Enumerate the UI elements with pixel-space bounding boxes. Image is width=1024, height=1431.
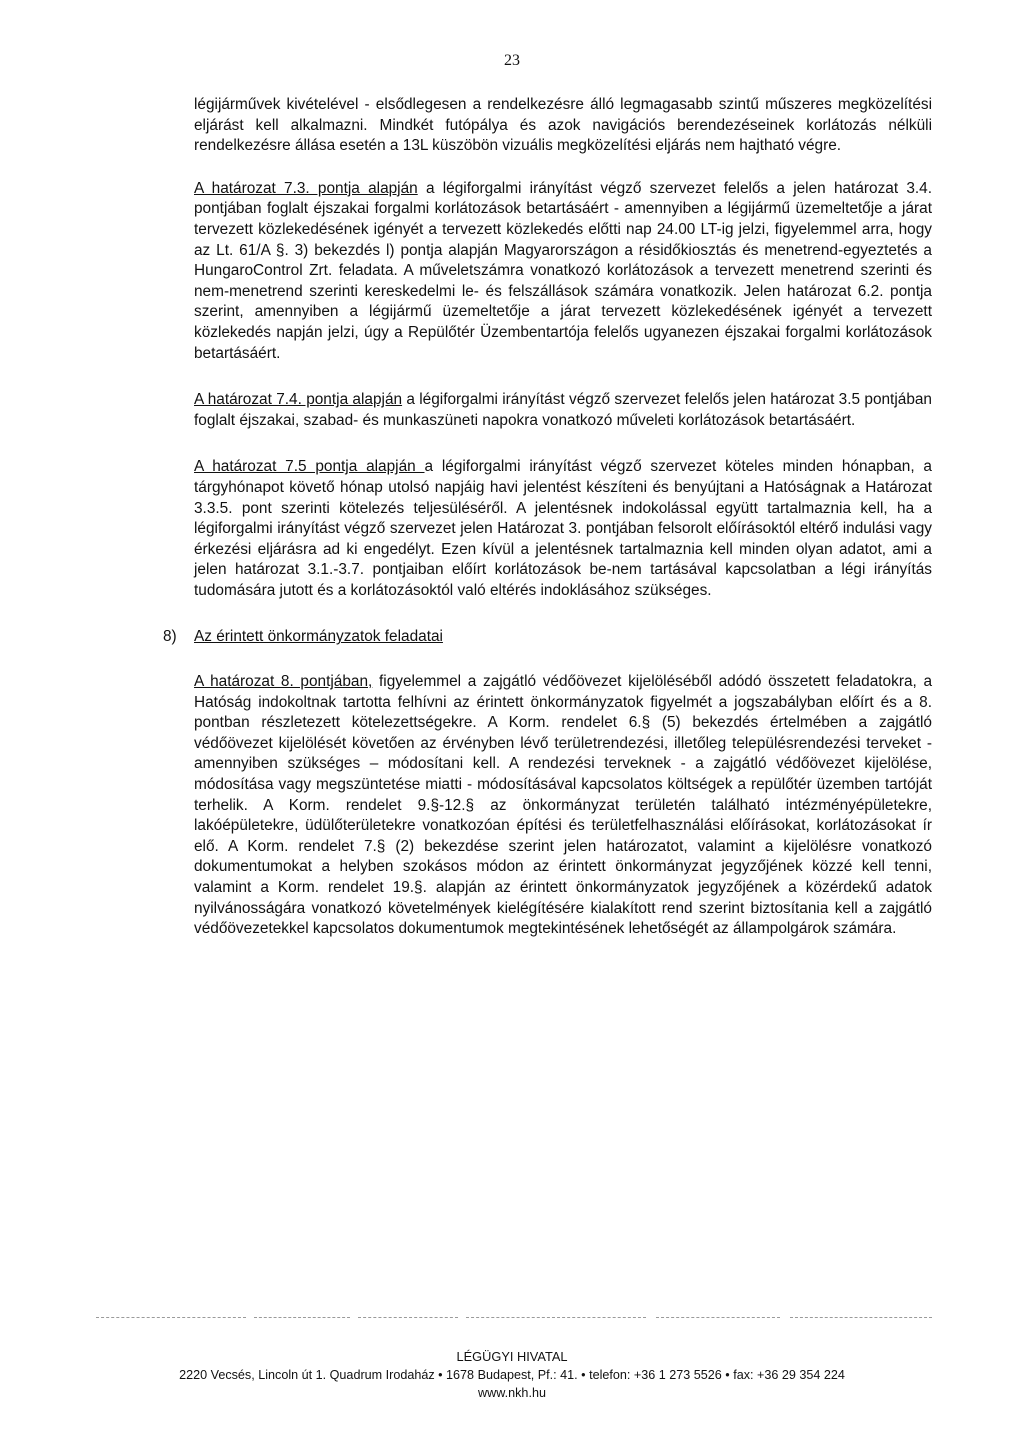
page-number: 23 bbox=[504, 52, 520, 69]
footer-website[interactable]: www.nkh.hu bbox=[478, 1386, 546, 1400]
paragraph-7-4 bbox=[194, 390, 932, 431]
paragraph-7-3 bbox=[194, 179, 932, 364]
footer-address: 2220 Vecsés, Lincoln út 1. Quadrum Irodaház • 1678 Budapest, Pf.: 41. • telefon: +36 1 273 5526 • fax: +36 29 354 224 bbox=[179, 1368, 845, 1382]
reference-7-4: A határozat 7.4. pontja alapján bbox=[194, 391, 403, 409]
section-title: Az érintett önkormányzatok feladatai bbox=[194, 628, 443, 646]
paragraph-7-3-text: a légiforgalmi irányítást végző szervezet felelős a jelen határozat 3.4. pontjában foglalt éjszakai forgalmi korlátozások betartásáért - amennyiben a légijármű üzemeltetője a járat tervezett közlekedésének igényét a tervezett közlekedés előtti nap 24.00 LT-ig jelzi, figyelemmel arra, hogy az Lt. 61/A §. 3) bekezdés l) pontja alapján Magyarországon a résidőkiosztás és menetrend-egyeztetés a HungaroControl Zrt. feladata. A műveletszámra vonatkozó korlátozások a tervezett menetrend szerinti és nem-menetrend szerinti kereskedelmi le- és felszállások számára vonatkozik. Jelen határozat 6.2. pontja szerint, amennyiben a légijármű üzemeltetője a járat tervezett közlekedésének igényét a tervezett közlekedés napján jelzi, úgy a Repülőtér Üzembentartója felelős ugyanezen éjszakai forgalmi korlátozások betartásáért. bbox=[194, 179, 933, 362]
paragraph-7-5 bbox=[194, 457, 932, 601]
footer-organization: LÉGÜGYI HIVATAL bbox=[456, 1349, 568, 1364]
reference-7-5: A határozat 7.5 pontja alapján bbox=[194, 458, 425, 476]
section-heading bbox=[163, 627, 932, 648]
paragraph-8-text: figyelemmel a zajgátló védőövezet kijelöléséből adódó összetett feladatokra, a Hatóság indokoltnak tartotta felhívni az érintett önkormányzatok figyelmét a jogszabályban előírt és a 8. pontban részletezett kötelezettségekre. A Korm. rendelet 6.§ (5) bekezdés értelmében a zajgátló védőövezet kijelölését követően az érvényben lévő területrendezési, illetőleg településrendezési terveket - amennyiben szükséges – módosítani kell. A rendezési terveknek - a zajgátló védőövezet kijelölése, módosítása vagy megszüntetése miatti - módosításával kapcsolatos költségek a repülőtér üzemben tartóját terhelik. A Korm. rendelet 9.§-12.§ az önkormányzat területén található intézményépületekre, lakóépületekre, üdülőterületekre vonatkozóan építési és területfelhasználási előírásokat, korlátozásokat ír elő. A Korm. rendelet 7.§ (2) bekezdése szerint jelen határozatot, valamint a kijelölésre vonatkozó dokumentumokat a helyben szokásos módon az érintett önkormányzat jegyzőjének közzé kell tenni, valamint a Korm. rendelet 19.§. alapján az érintett önkormányzatok jegyzőjének a közérdekű adatok nyilvánosságára vonatkozó követelmények kielégítésére kialakított rend szerint biztosítania kell a zajgátló védőövezetekkel kapcsolatos dokumentumok megtekintésének lehetőségét az állampolgárok számára. bbox=[194, 673, 933, 938]
paragraph-8 bbox=[194, 672, 932, 940]
paragraph-intro: légijárművek kivételével - elsődlegesen a rendelkezésre álló legmagasabb szintű műszeres megközelítési eljárást kell alkalmazni. Mindkét futópálya és azok navigációs berendezéseinek korlátozás nélküli rendelkezésre állása esetén a 13L küszöbön vizuális megközelítési eljárás nem hajtható végre. bbox=[194, 96, 932, 155]
document-body bbox=[163, 95, 933, 966]
section-number: 8) bbox=[163, 628, 177, 646]
reference-8: A határozat 8. pontjában, bbox=[194, 673, 373, 691]
reference-7-3: A határozat 7.3. pontja alapján bbox=[194, 179, 418, 197]
paragraph-7-4-text: a légiforgalmi irányítást végző szervezet felelős jelen határozat 3.5 pontjában foglalt éjszakai, szabad- és munkaszüneti napokra vonatkozó műveleti korlátozások betartásáért. bbox=[194, 391, 932, 429]
paragraph-7-5-text: a légiforgalmi irányítást végző szervezet köteles minden hónapban, a tárgyhónapot követő hónap utolsó napjáig havi jelentést készíteni és benyújtani a Hatóságnak a Határozat 3.3.5. pont szerinti kötelezés teljesüléséről. A jelentésnek indokolással együtt tartalmaznia kell, ha a légiforgalmi irányítást végző szervezet jelen Határozat 3. pontjában felsorolt előírásoktól eltérő indulási vagy érkezési eljárásra ad ki engedélyt. Ezen kívül a jelentésnek tartalmaznia kell minden olyan adatot, ami a jelen határozat 3.1.-3.7. pontjaiban előírt korlátozások be-nem tartásával kapcsolatban a légi irányítás tudomására jutott és a korlátozásoktól való eltérés indoklásához szükséges. bbox=[194, 458, 932, 599]
footer-divider bbox=[96, 1317, 932, 1319]
